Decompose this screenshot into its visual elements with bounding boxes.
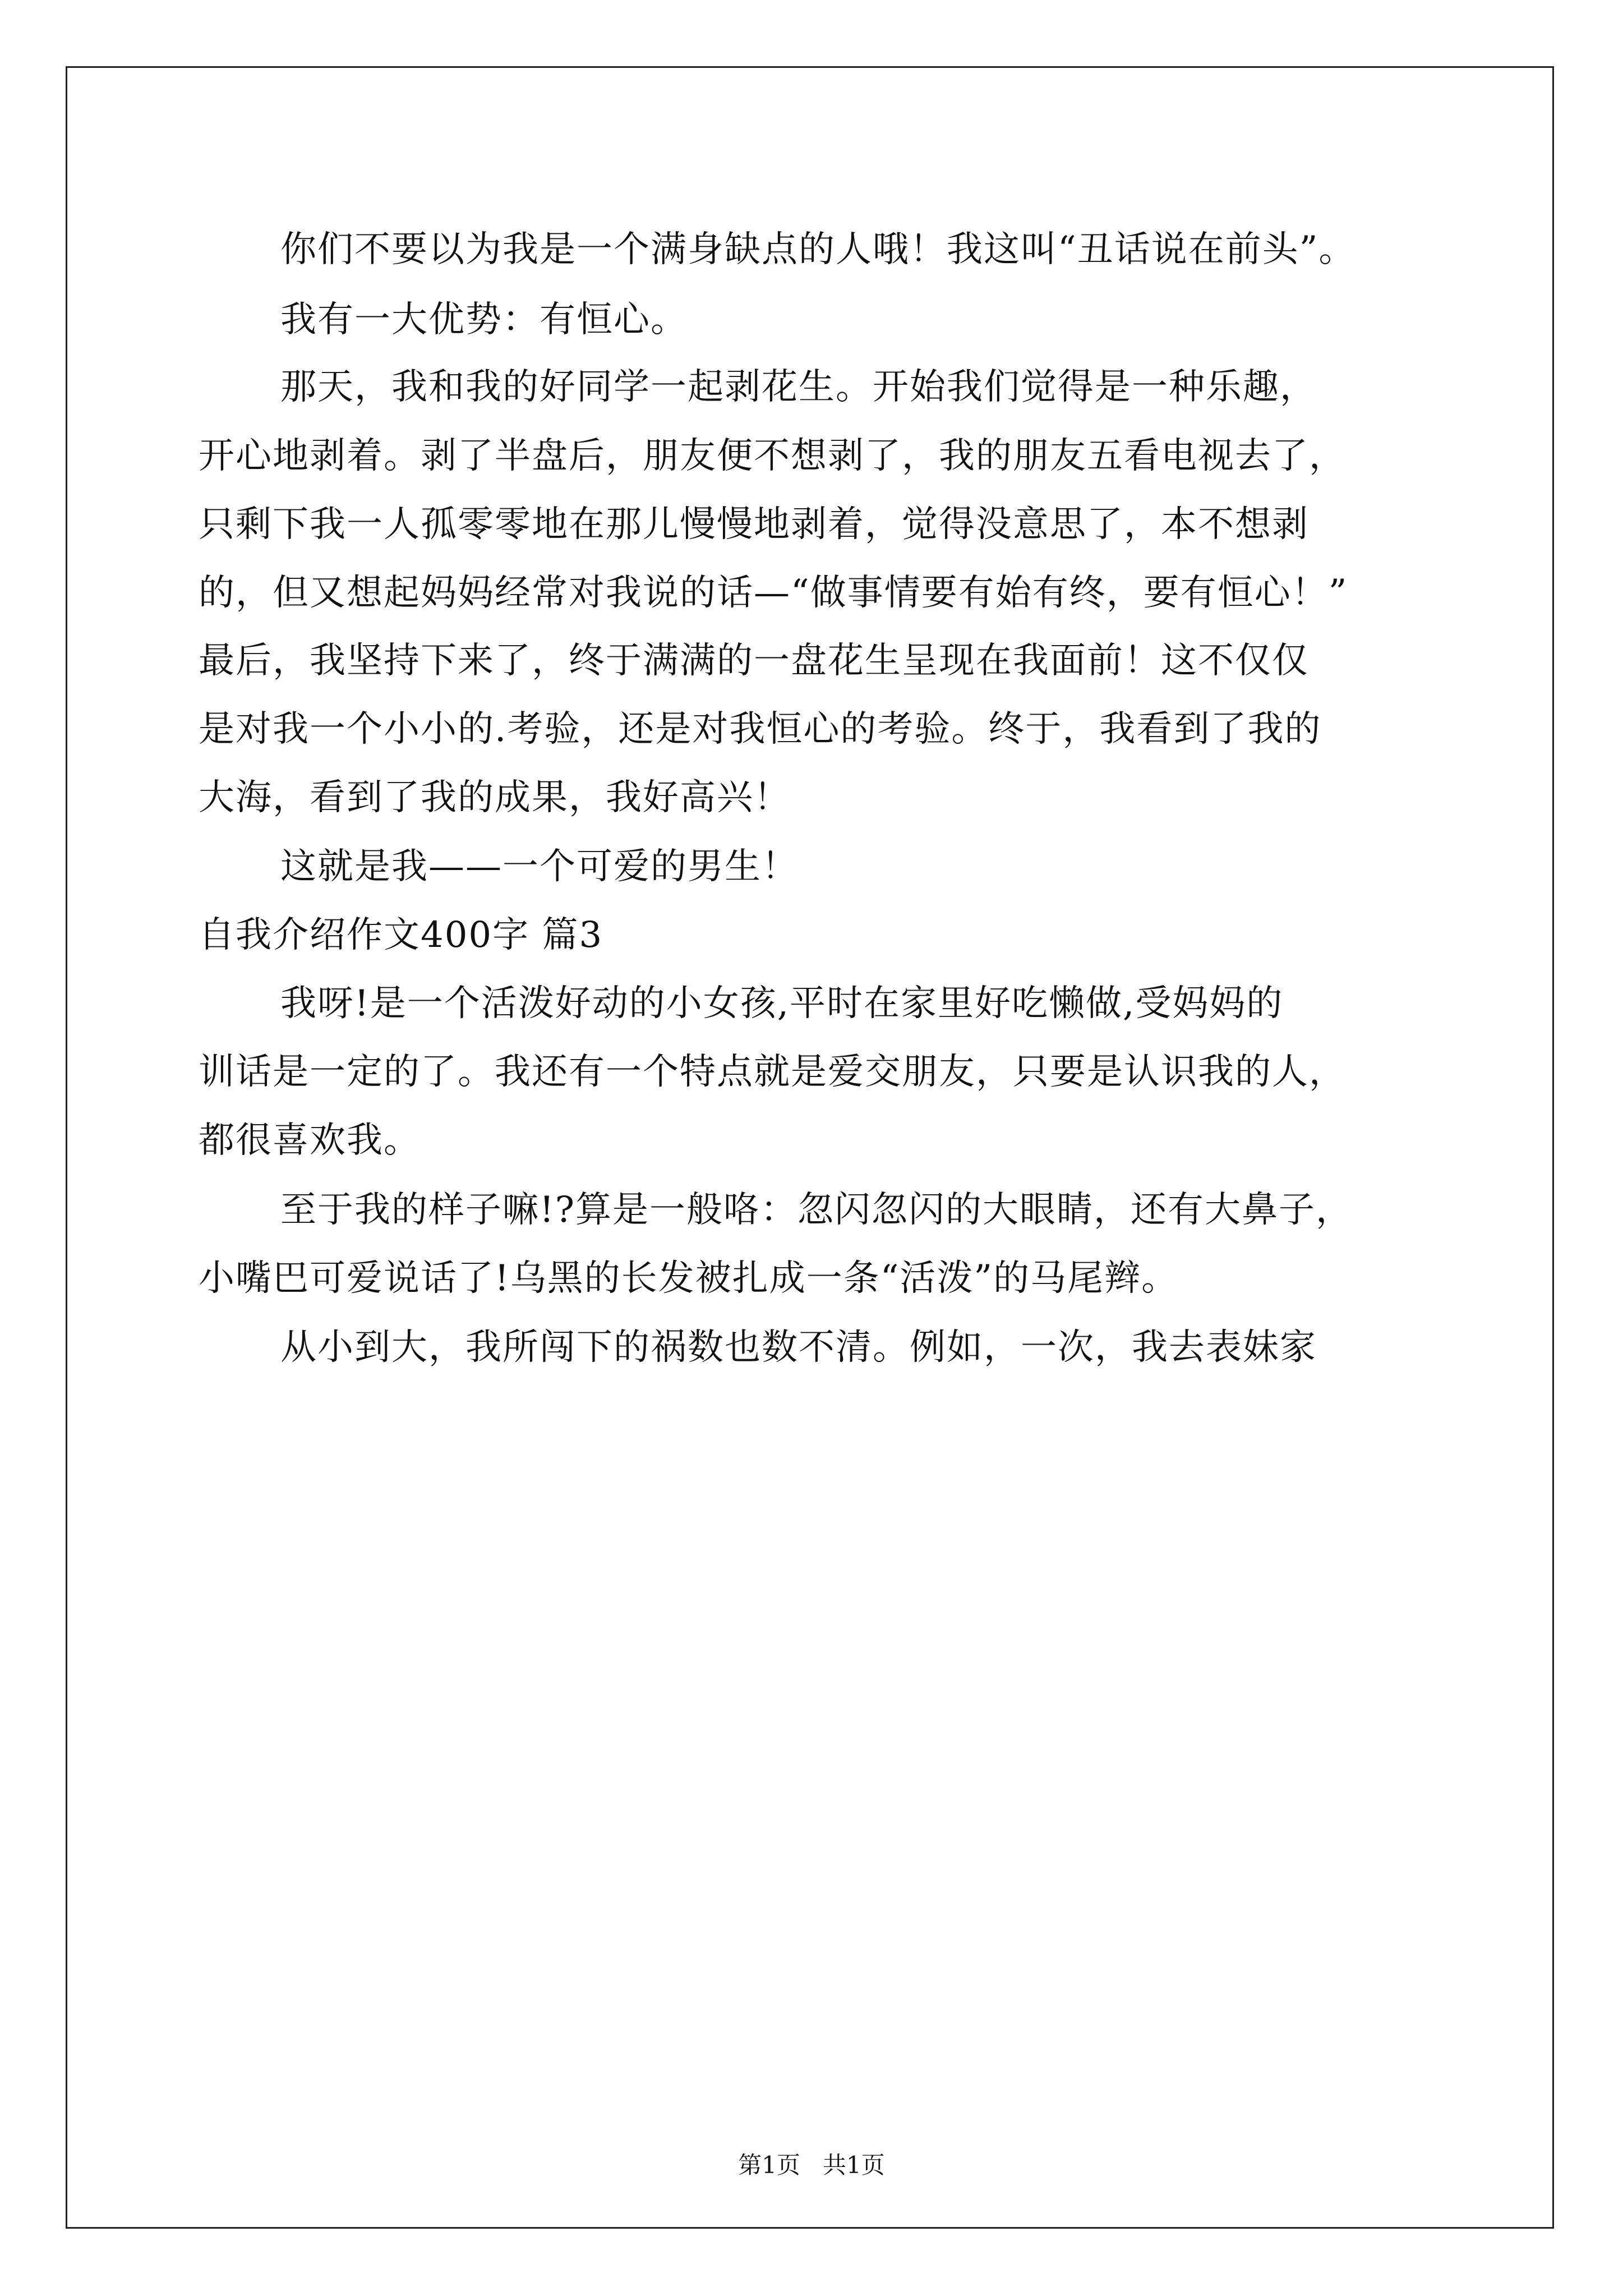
paragraph-line: 我呀!是一个活泼好动的小女孩,平时在家里好吃懒做,受妈妈的	[280, 983, 1284, 1024]
paragraph-line: 开心地剥着。剥了半盘后，朋友便不想剥了，我的朋友五看电视去了，	[199, 435, 1346, 477]
paragraph-line: 这就是我——一个可爱的男生！	[280, 846, 799, 887]
paragraph-line: 你们不要以为我是一个满身缺点的人哦！我这叫“丑话说在前头”。	[280, 229, 1356, 270]
paragraph-line: 最后，我坚持下来了，终于满满的一盘花生呈现在我面前！这不仅仅	[199, 640, 1309, 682]
paragraph-line: 小嘴巴可爱说话了!乌黑的长发被扎成一条“活泼”的马尾辫。	[199, 1258, 1179, 1299]
paragraph-line: 都很喜欢我。	[199, 1120, 421, 1161]
paragraph-line: 是对我一个小小的.考验，还是对我恒心的考验。终于，我看到了我的	[199, 708, 1322, 750]
paragraph-line: 训话是一定的了。我还有一个特点就是爱交朋友，只要是认识我的人，	[199, 1051, 1346, 1093]
paragraph-line: 只剩下我一人孤零零地在那儿慢慢地剥着，觉得没意思了，本不想剥	[199, 504, 1309, 545]
paragraph-line: 至于我的样子嘛!?算是一般咯：忽闪忽闪的大眼睛，还有大鼻子，	[280, 1189, 1353, 1231]
paragraph-line: 我有一大优势：有恒心。	[280, 299, 688, 341]
section-heading: 自我介绍作文400字 篇3	[199, 914, 603, 956]
paragraph-line: 的，但又想起妈妈经常对我说的话—“做事情要有始有终，要有恒心！”	[199, 572, 1348, 614]
paragraph-line: 那天，我和我的好同学一起剥花生。开始我们觉得是一种乐趣，	[280, 366, 1317, 408]
paragraph-line: 从小到大，我所闯下的祸数也数不清。例如，一次，我去表妹家	[280, 1327, 1317, 1368]
page-footer: 第1页 共1页	[738, 2151, 885, 2179]
paragraph-line: 大海，看到了我的成果，我好高兴！	[199, 777, 791, 818]
